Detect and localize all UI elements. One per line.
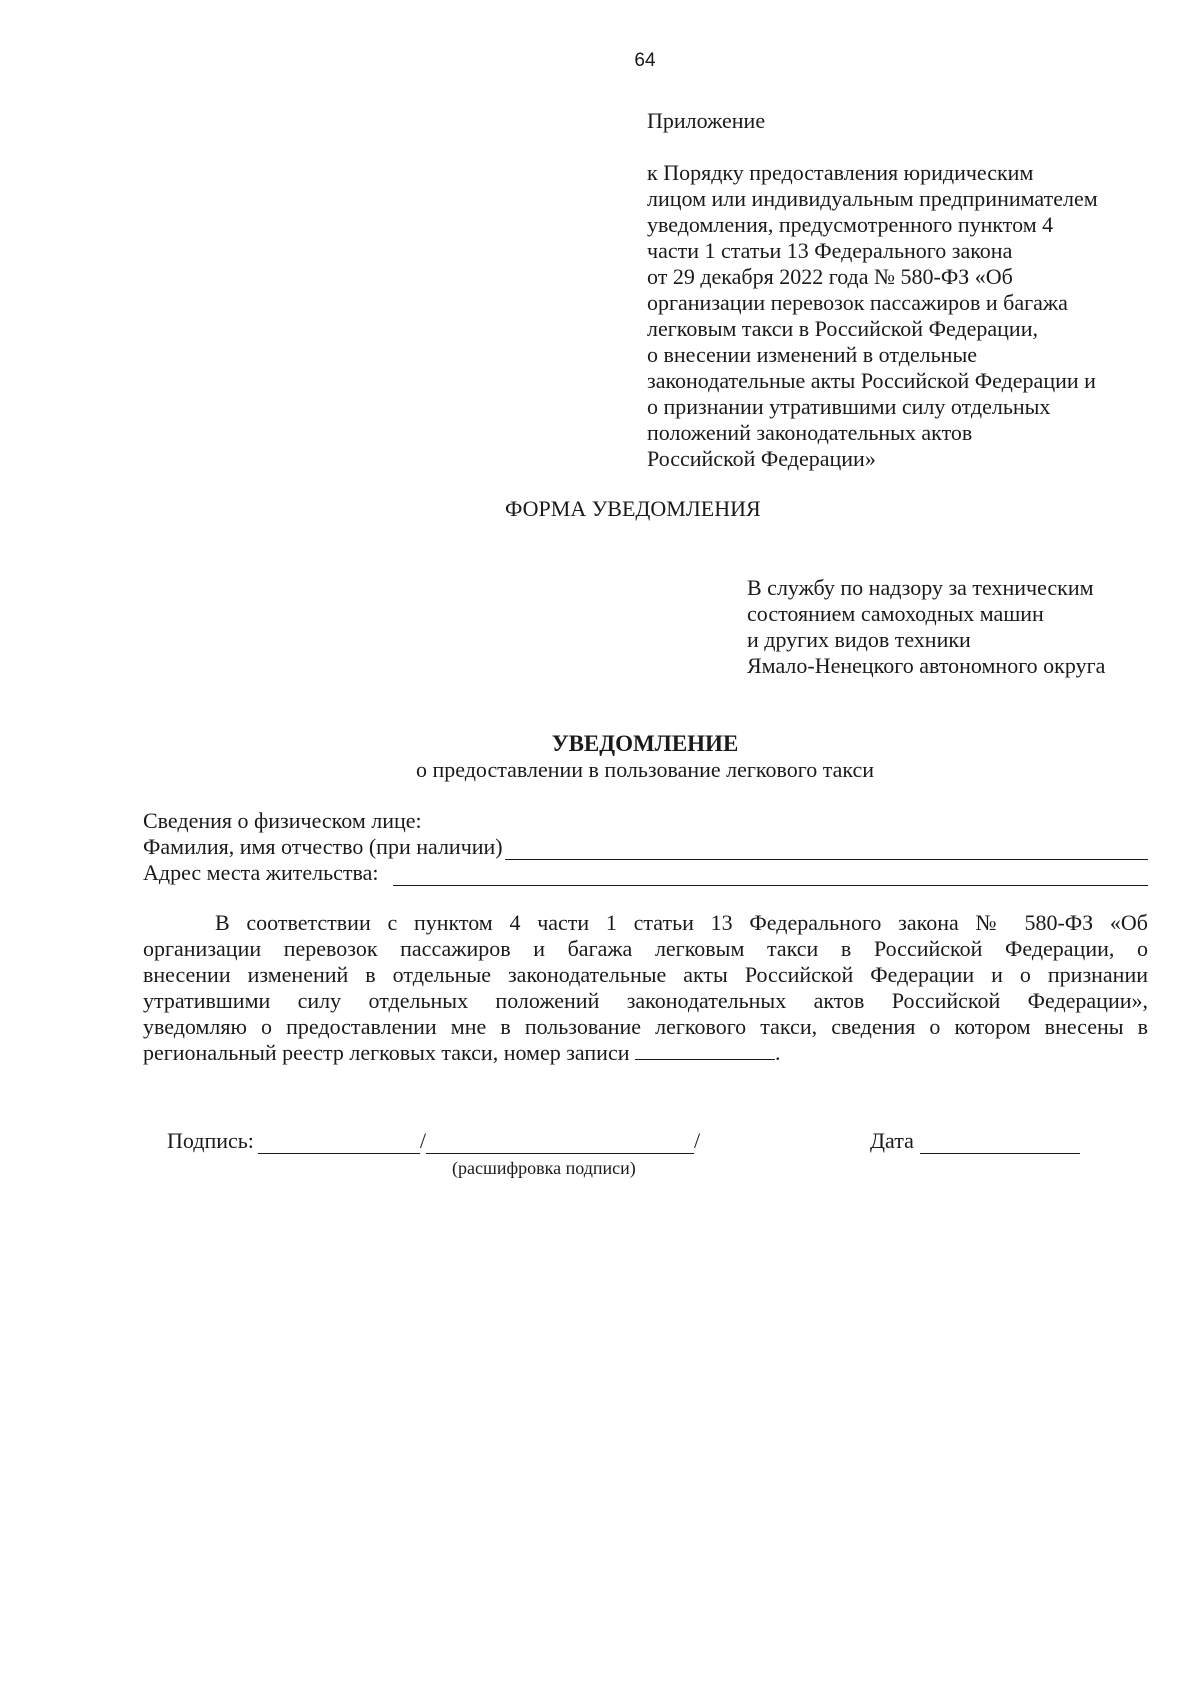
paragraph-end-punctuation: . — [774, 1040, 781, 1065]
notice-subheading: о предоставлении в пользование легкового такси — [415, 757, 875, 782]
signature-decoding-field-line[interactable] — [426, 1133, 694, 1154]
paragraph-line: уведомляю о предоставлении мне в пользование легкового такси, сведения о котором внесены в — [143, 1014, 1148, 1039]
appendix-line: к Порядку предоставления юридическим — [647, 160, 1034, 185]
signature-separator-end: / — [694, 1128, 701, 1153]
address-label: Адрес места жительства: — [143, 860, 379, 885]
appendix-line: лицом или индивидуальным предпринимателем — [647, 186, 1098, 211]
signature-field-line[interactable] — [258, 1133, 420, 1154]
appendix-line: уведомления, предусмотренного пунктом 4 — [647, 212, 1054, 237]
body-paragraph — [143, 910, 1148, 1066]
recipient-line: состоянием самоходных машин — [747, 601, 1044, 626]
appendix-line: положений законодательных актов — [647, 420, 973, 445]
date-row — [870, 1128, 1080, 1154]
signature-row — [167, 1128, 700, 1154]
paragraph-last-line — [143, 1040, 1148, 1066]
signature-label: Подпись: — [167, 1128, 254, 1153]
appendix-line: Российской Федерации» — [647, 446, 876, 471]
name-field-line[interactable] — [505, 839, 1148, 860]
appendix-line: легковым такси в Российской Федерации, — [647, 316, 1038, 341]
person-section-label: Сведения о физическом лице: — [143, 808, 422, 833]
paragraph-line: В соответствии с пунктом 4 части 1 статьи 13 Федерального закона № 580-ФЗ «Об — [215, 910, 1148, 935]
appendix-block — [647, 108, 1167, 472]
appendix-line: о внесении изменений в отдельные — [647, 342, 977, 367]
recipient-line: В службу по надзору за техническим — [747, 575, 1094, 600]
page-number: 64 — [634, 50, 656, 71]
person-info — [143, 808, 1148, 886]
appendix-line: части 1 статьи 13 Федерального закона — [647, 238, 1013, 263]
name-row — [143, 834, 1148, 860]
appendix-line: о признании утратившими силу отдельных — [647, 394, 1051, 419]
registry-label: региональный реестр легковых такси, номер записи — [143, 1040, 630, 1065]
appendix-text — [647, 160, 1167, 472]
signature-caption: (расшифровка подписи) — [452, 1158, 636, 1178]
paragraph-line: утратившими силу отдельных положений законодательных актов Российской Федерации», — [143, 988, 1148, 1013]
appendix-line: законодательные акты Российской Федерации и — [647, 368, 1096, 393]
record-number-field-line[interactable] — [635, 1041, 775, 1060]
appendix-line: организации перевозок пассажиров и багажа — [647, 290, 1068, 315]
name-label: Фамилия, имя отчество (при наличии) — [143, 834, 503, 859]
paragraph-line: организации перевозок пассажиров и багажа легковым такси в Российской Федерации, о — [143, 936, 1148, 961]
paragraph-line: внесении изменений в отдельные законодательные акты Российской Федерации и о признании — [143, 962, 1148, 987]
date-label: Дата — [870, 1128, 914, 1153]
person-section-row — [143, 808, 1148, 834]
appendix-title: Приложение — [647, 108, 766, 133]
recipient-line: и других видов техники — [747, 627, 971, 652]
recipient-block — [747, 575, 1105, 679]
notice-heading: УВЕДОМЛЕНИЕ — [551, 731, 739, 756]
address-field-line[interactable] — [393, 865, 1148, 886]
date-field-line[interactable] — [920, 1133, 1080, 1154]
signature-separator: / — [419, 1128, 427, 1153]
appendix-line: от 29 декабря 2022 года № 580-ФЗ «Об — [647, 264, 1013, 289]
recipient-line: Ямало-Ненецкого автономного округа — [747, 653, 1106, 678]
form-title: ФОРМА УВЕДОМЛЕНИЯ — [505, 496, 761, 521]
address-row — [143, 860, 1148, 886]
